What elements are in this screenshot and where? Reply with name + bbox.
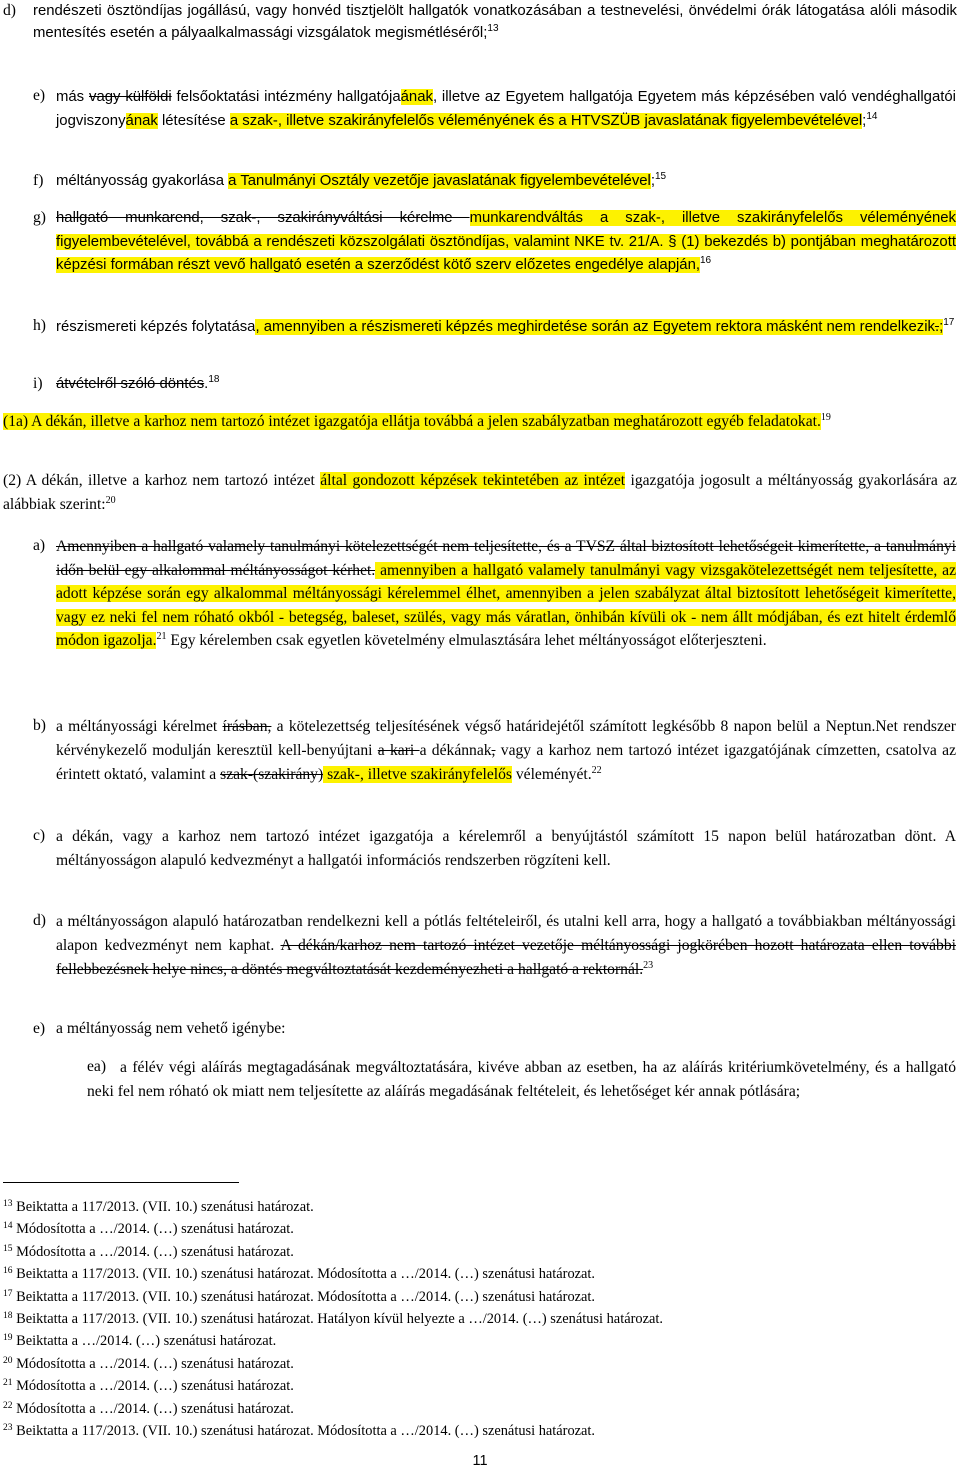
footnote-number: 14: [3, 1221, 13, 1232]
highlighted-text: amennyiben a hallgató valamely tanulmányi vagy vizsgakötelezettségét nem teljesítette, az adott képzése során egy alkalommal méltányossági kérelemmel élhet, amennyiben a jelen szabályzat által biztosított lehetőségeit kimerítette, vagy ez neki fel nem róható okból - betegség, baleset, szülés, vagy más váratlan, önhibán kívüli ok - nem állt módjában, és ezt hitelt érdemlő módon igazolja.: [56, 561, 956, 649]
highlighted-text: ;: [939, 319, 944, 335]
deleted-text: írásban,: [222, 718, 272, 735]
item-2b-part: véleményét.: [511, 766, 592, 783]
highlighted-text: , amennyiben a részismereti képzés meghirdetése során az Egyetem rektora másként nem rendelkezik: [255, 319, 935, 335]
footnote-text: Módosította a …/2014. (…) szenátusi határozat.: [16, 1378, 294, 1395]
footnote-text: Beiktatta a 117/2013. (VII. 10.) szenátusi határozat. Módosította a …/2014. (…) szenátusi határozat.: [16, 1288, 596, 1305]
item-d-text: [33, 0, 957, 44]
item-i-part: .: [204, 376, 209, 392]
paragraph-1a: [3, 410, 957, 434]
item-2c-text: a dékán, vagy a karhoz nem tartozó intézet igazgatója a kérelemről a benyújtástól számított 15 napon belül határozatban dönt. A méltányosságon alapuló kedvezményt a hallgatói információs rendszerben rögzíteni kell.: [56, 828, 956, 869]
footnote-number: 18: [3, 1311, 13, 1321]
item-d-body: rendészeti ösztöndíjas jogállású, vagy honvéd tisztjelölt hallgatók vonatkozásában a testnevelési, önvédelmi órák látogatása alóli második mentesítés esetén a pályaalkalmassági vizsgálatok megismétléséről;: [33, 3, 957, 41]
item-ea-label: ea): [87, 1058, 107, 1075]
item-g-label: g): [33, 209, 46, 226]
item-2b-label: b): [33, 717, 46, 734]
page-number: 11: [472, 1453, 488, 1469]
item-ea-text: a félév végi aláírás megtagadásának megváltoztatására, kivéve abban az esetben, ha az aláírás kritériumkövetelmény, és a hallgató neki fel nem róható ok miatt nem teljesítette az aláírás megadásának feltételeit, és lehetőséget kér annak pótlására;: [87, 1059, 956, 1100]
item-2a-part: Egy kérelemben csak egyetlen követelmény elmulasztására lehet méltányosságot előterjeszteni.: [166, 632, 767, 649]
item-2a-label: a): [33, 537, 46, 554]
deleted-text: ,: [491, 742, 496, 759]
item-2b-part: vagy a karhoz nem tartozó intézet igazgatójának címzetten, csatolva az érintett oktató, valamint a: [56, 742, 956, 783]
item-h-part: részismereti képzés folytatása: [56, 319, 256, 335]
highlighted-text: a szak-, illetve szakirányfelelős véleményének és a HTVSZÜB javaslatának figyelembevételével: [229, 113, 863, 129]
item-2e-text: a méltányosság nem vehető igénybe:: [56, 1020, 286, 1037]
deleted-text: Amennyiben a hallgató valamely tanulmányi kötelezettségét nem teljesítette, és a TVSZ által biztosított lehetőségeit kimerítette, a tanulmányi időn belül egy alkalommal méltányosságot kérhet.: [56, 538, 956, 579]
footnote-text: Módosította a …/2014. (…) szenátusi határozat.: [16, 1243, 294, 1260]
highlighted-text: által gondozott képzések tekintetében az intézet: [320, 472, 626, 489]
item-2c-label: c): [33, 827, 46, 844]
footnote-number: 20: [3, 1355, 13, 1366]
footnote-ref-16: 16: [699, 255, 712, 266]
highlighted-text: (1a) A dékán, illetve a karhoz nem tartozó intézet igazgatója ellátja továbbá a jelen szabályzatban meghatározott egyéb feladatokat.: [3, 413, 821, 430]
footnote-ref-20: 20: [105, 495, 116, 506]
deleted-text: vagy külföldi: [89, 89, 172, 105]
item-f-label: f): [33, 172, 44, 189]
highlighted-text: ának: [125, 113, 158, 129]
footnote-text: Módosította a …/2014. (…) szenátusi határozat.: [16, 1355, 294, 1372]
item-f-part: méltányosság gyakorlása: [56, 173, 229, 189]
footnote-ref-18: 18: [208, 374, 220, 385]
footnote-ref-13: 13: [487, 23, 499, 34]
item-e-part: ;: [862, 113, 867, 129]
deleted-text: A dékán/karhoz nem tartozó intézet vezetője méltányossági jogkörében hozott határozata ellen további fellebbezésnek helye nincs, a döntés megváltoztatását kezdeményezheti a hallgató a rektornál.: [56, 937, 956, 978]
highlighted-text: szak-, illetve szakirányfelelős: [323, 766, 512, 783]
item-2b-part: a kötelezettség teljesítésének végső határidejétől számított legkésőbb 8 napon belül a Neptun.Net rendszer kérvénykezelő modulján keresztül kell-benyújtani: [56, 718, 956, 759]
item-g-text: [56, 207, 956, 278]
footnote-ref-17: 17: [943, 317, 955, 328]
footnote-ref-15: 15: [655, 171, 667, 182]
footnote-number: 22: [3, 1400, 13, 1411]
item-e-part: felsőoktatási intézmény hallgatója: [171, 89, 401, 105]
footnote-number: 16: [3, 1266, 13, 1277]
deleted-text: hallgató munkarend, szak-, szakirányváltási kérelme: [56, 210, 470, 226]
footnote-text: Beiktatta a 117/2013. (VII. 10.) szenátusi határozat. Módosította a …/2014. (…) szenátusi határozat.: [16, 1266, 596, 1283]
item-2e-label: e): [33, 1020, 46, 1037]
paragraph-2-part: (2) A dékán, illetve a karhoz nem tartozó intézet: [3, 472, 321, 489]
highlighted-text: a Tanulmányi Osztály vezetője javaslatának figyelembevételével: [228, 173, 651, 189]
footnote-number: 13: [3, 1199, 13, 1209]
footnote-text: Beiktatta a …/2014. (…) szenátusi határozat.: [16, 1333, 277, 1350]
highlighted-text: munkarendváltás a szak-, illetve szakirányfelelős véleményének figyelembevételével, továbbá a rendészeti közszolgálati ösztöndíjas, valamint NKE tv. 21/A. § (1) bekezdés b) pontjában meghatározott képzési formában részt vevő hallgató esetén a szerződést kötő szerv előzetes engedélye alapján,: [56, 210, 956, 273]
item-e-text: [56, 85, 956, 133]
item-2b-part: a dékánnak: [419, 742, 492, 759]
item-2d-text: [56, 910, 956, 982]
footnote-number: 23: [3, 1423, 13, 1433]
footnote-number: 21: [3, 1378, 13, 1389]
item-e-part: más: [56, 89, 89, 105]
footnote-number: 19: [3, 1333, 13, 1344]
footnote-ref-19: 19: [820, 412, 831, 423]
footnote-text: Beiktatta a 117/2013. (VII. 10.) szenátusi határozat.: [16, 1199, 314, 1215]
paragraph-2-part: igazgatója jogosult a méltányosság gyakorlására az alábbiak szerint:: [3, 472, 957, 513]
highlighted-text: ának: [400, 89, 433, 105]
item-2d-part: a méltányosságon alapuló határozatban rendelkezni kell a pótlás feltételeiről, és utalni kell arra, hogy a hallgató a továbbiakban méltányossági alapon kedvezményt nem kaphat.: [56, 913, 956, 954]
item-f-text: [56, 170, 956, 192]
footnote-ref-21: 21: [156, 631, 167, 642]
deleted-text: a kari: [377, 742, 420, 759]
item-2d-label: d): [33, 912, 46, 929]
footnote-separator: [3, 1182, 239, 1183]
footnote: [3, 1399, 933, 1419]
item-e-part: , illetve az Egyetem hallgatója Egyetem más képzésében való vendéghallgatói jogviszony: [56, 89, 956, 129]
footnote-ref-22: 22: [591, 765, 602, 776]
item-e-label: e): [33, 87, 46, 104]
deleted-text: átvételről szóló döntés: [56, 376, 205, 392]
footnote-text: Módosította a …/2014. (…) szenátusi határozat.: [16, 1400, 294, 1417]
footnote: [3, 1421, 933, 1441]
item-h-text: [56, 315, 956, 339]
footnote-ref-14: 14: [866, 111, 878, 122]
footnote: [3, 1331, 933, 1351]
deleted-text: .: [934, 319, 940, 335]
footnote: [3, 1376, 933, 1396]
footnote-text: Beiktatta a 117/2013. (VII. 10.) szenátusi határozat. Módosította a …/2014. (…) szenátusi határozat.: [16, 1423, 596, 1439]
item-d-label: d): [3, 2, 16, 19]
item-i-text: [56, 373, 956, 395]
footnote-text: Beiktatta a 117/2013. (VII. 10.) szenátusi határozat. Hatályon kívül helyezte a …/2014. (…) szenátusi határozat.: [16, 1311, 663, 1327]
paragraph-2: [3, 469, 957, 517]
footnote: [3, 1219, 933, 1239]
item-h-label: h): [33, 317, 46, 334]
footnote-number: 15: [3, 1243, 13, 1254]
item-i-label: i): [33, 375, 43, 392]
item-2b-part: a méltányossági kérelmet: [56, 718, 223, 735]
item-e-part: létesítése: [157, 113, 230, 129]
footnote-text: Módosította a …/2014. (…) szenátusi határozat.: [16, 1221, 294, 1238]
deleted-text: szak-(szakirány): [220, 766, 324, 783]
footnote: [3, 1309, 933, 1329]
item-2a-text: [56, 535, 956, 653]
footnote: [3, 1354, 933, 1374]
footnote: [3, 1264, 933, 1284]
footnote: [3, 1242, 933, 1262]
footnote-ref-23: 23: [643, 960, 654, 971]
footnote-number: 17: [3, 1288, 13, 1299]
item-f-part: ;: [650, 173, 655, 189]
footnote: [3, 1287, 933, 1307]
item-2b-text: [56, 715, 956, 787]
footnote: [3, 1197, 933, 1217]
